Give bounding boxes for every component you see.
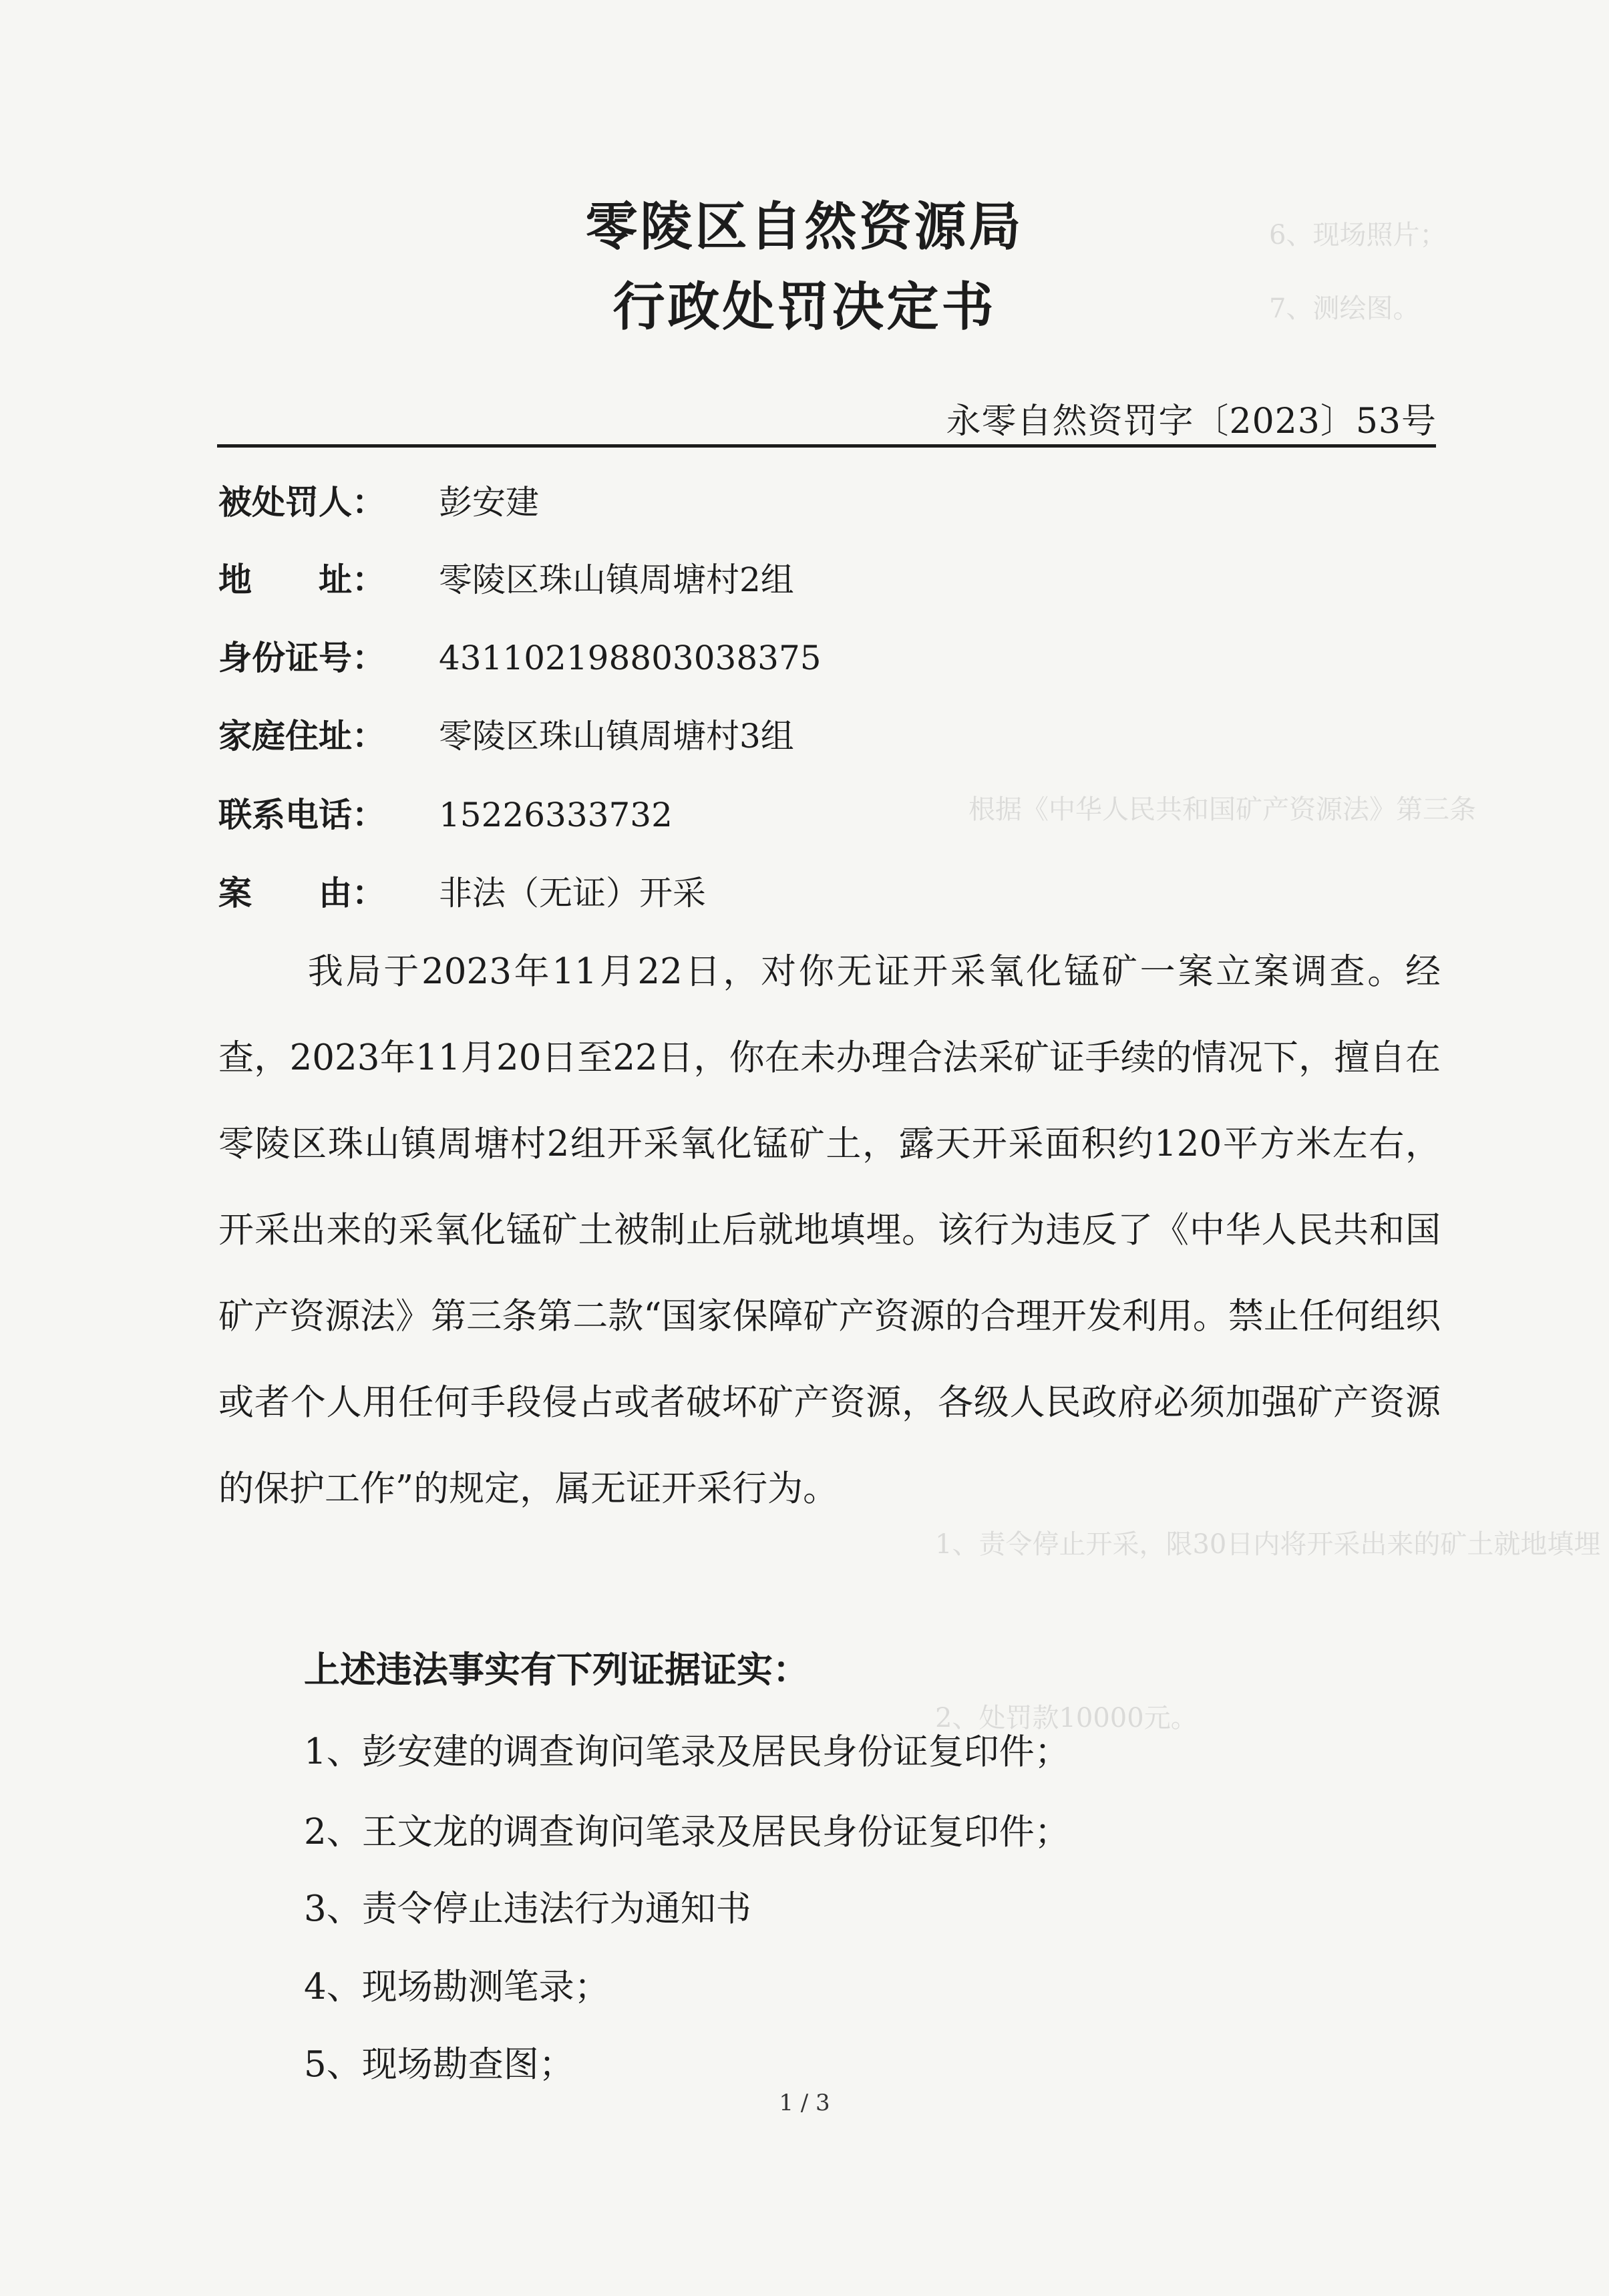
field-case-cause <box>218 866 706 915</box>
field-penalized-person <box>218 476 539 524</box>
field-id-number <box>218 631 822 679</box>
field-label: 联系电话： <box>218 796 385 834</box>
field-phone <box>218 788 673 836</box>
bleed-through: 2、处罚款10000元。 <box>935 1703 1198 1734</box>
field-address <box>218 553 794 601</box>
field-value: 非法（无证）开采 <box>439 874 706 913</box>
field-value: 零陵区珠山镇周塘村3组 <box>439 717 794 756</box>
case-description-text: 我局于2023年11月22日，对你无证开采氧化锰矿一案立案调查。经查，2023年11月20日至22日，你在未办理合法采矿证手续的情况下，擅自在零陵区珠山镇周塘村2组开采氧化锰矿土，露天开采面积约120平方米左右，开采出来的采氧化锰矿土被制止后就地填埋。该行为违反了《中华人民共和国矿产资源法》第三条第二款“国家保障矿产资源的合理开发利用。禁止任何组织或者个人用任何手段侵占或者破坏矿产资源，各级人民政府必须加强矿产资源的保护工作”的规定，属无证开采行为。 <box>218 951 1441 1509</box>
header-divider <box>217 444 1436 448</box>
field-label: 被处罚人： <box>218 483 385 522</box>
bleed-through: 7、测绘图。 <box>1269 293 1420 324</box>
field-value: 431102198803038375 <box>439 639 822 677</box>
evidence-item: 3、责令停止违法行为通知书 <box>304 1889 751 1929</box>
evidence-item: 2、王文龙的调查询问笔录及居民身份证复印件； <box>304 1812 1070 1852</box>
page-number: 1 / 3 <box>779 2090 830 2116</box>
bleed-through: 1、责令停止开采，限30日内将开采出来的矿土就地填埋 <box>935 1529 1601 1560</box>
field-label: 地 址： <box>218 560 385 599</box>
document-number: 永零自然资罚字〔2023〕53号 <box>946 401 1437 442</box>
bleed-through: 6、现场照片； <box>1269 220 1447 251</box>
evidence-item: 4、现场勘测笔录； <box>304 1967 610 2007</box>
field-label: 身份证号： <box>218 639 385 677</box>
case-description <box>218 929 1441 1532</box>
field-value: 零陵区珠山镇周塘村2组 <box>439 560 794 599</box>
evidence-item: 5、现场勘查图； <box>304 2044 574 2085</box>
document-title-line2: 行政处罚决定书 <box>612 277 997 337</box>
field-label: 家庭住址： <box>218 717 385 756</box>
field-value: 15226333732 <box>439 796 673 834</box>
document-title-line1: 零陵区自然资源局 <box>585 197 1024 257</box>
field-home-address <box>218 709 794 758</box>
field-value: 彭安建 <box>439 483 539 522</box>
field-label: 案 由： <box>218 874 385 913</box>
evidence-title: 上述违法事实有下列证据证实： <box>304 1649 809 1691</box>
title-block <box>0 187 1609 347</box>
evidence-item: 1、彭安建的调查询问笔录及居民身份证复印件； <box>304 1732 1070 1772</box>
bleed-through: 根据《中华人民共和国矿产资源法》第三条 <box>968 794 1476 825</box>
